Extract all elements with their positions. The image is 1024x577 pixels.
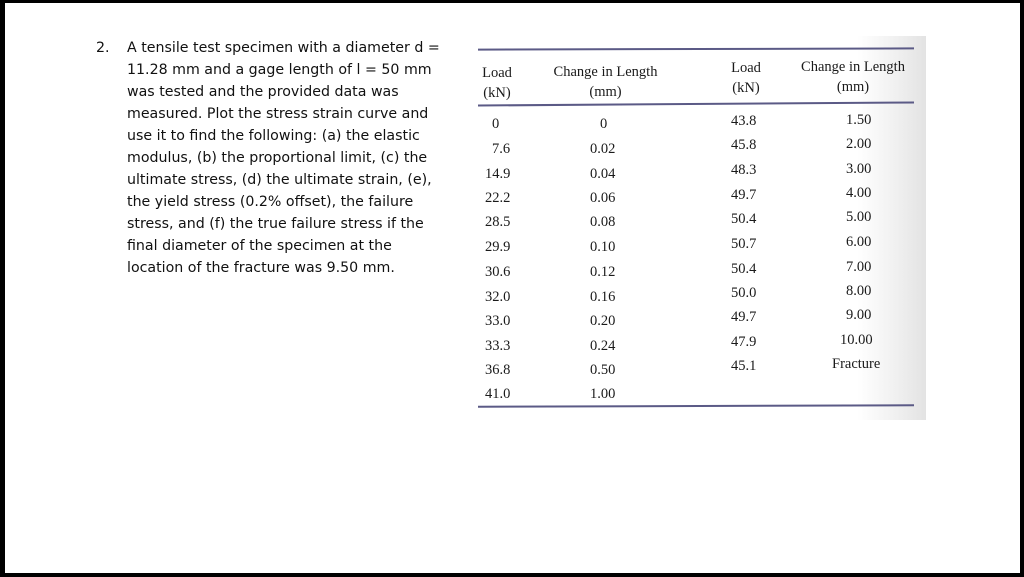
- problem-line: final diameter of the specimen at the: [127, 238, 392, 254]
- table-cell: 0: [600, 116, 608, 132]
- table-cell: 43.8: [731, 113, 757, 129]
- table-cell: 8.00: [846, 283, 872, 299]
- table-cell: Fracture: [832, 356, 881, 372]
- table-cell: 4.00: [846, 185, 872, 201]
- problem-line: ultimate stress, (d) the ultimate strain, (e),: [127, 172, 432, 188]
- problem-line: was tested and the provided data was: [127, 84, 399, 100]
- table-cell: 47.9: [731, 334, 757, 350]
- table-cell: 0.12: [590, 264, 616, 280]
- column-header: [790, 57, 916, 97]
- header-label: Change in Length: [801, 59, 905, 75]
- table-cell: 7.00: [846, 259, 872, 275]
- table-cell: 48.3: [731, 162, 757, 178]
- problem-line: location of the fracture was 9.50 mm.: [127, 260, 395, 276]
- problem-line: A tensile test specimen with a diameter d =: [127, 40, 440, 56]
- problem-statement: [96, 37, 451, 279]
- table-cell: 2.00: [846, 136, 872, 152]
- table-cell: 33.0: [485, 313, 511, 329]
- table-cell: 22.2: [485, 190, 511, 206]
- column-header: [478, 63, 516, 103]
- problem-line: use it to find the following: (a) the elastic: [127, 128, 420, 144]
- table-cell: 10.00: [840, 332, 873, 348]
- table-cell: 0.08: [590, 214, 616, 230]
- table-cell: 14.9: [485, 166, 511, 182]
- table-cell: 50.4: [731, 261, 757, 277]
- data-table-image: [468, 36, 926, 420]
- problem-line: measured. Plot the stress strain curve and: [127, 106, 429, 122]
- header-unit: (mm): [836, 79, 870, 95]
- table-cell: 50.0: [731, 285, 757, 301]
- column-header: [538, 62, 673, 102]
- table-cell: 28.5: [485, 214, 511, 230]
- header-unit: (kN): [732, 80, 760, 96]
- table-cell: 7.6: [492, 141, 511, 157]
- table-cell: 3.00: [846, 161, 872, 177]
- table-cell: 1.00: [590, 386, 616, 402]
- table-cell: 33.3: [485, 338, 511, 354]
- table-header-rule: [478, 101, 914, 106]
- table-cell: 50.4: [731, 211, 757, 227]
- table-cell: 36.8: [485, 362, 511, 378]
- table-cell: 29.9: [485, 239, 511, 255]
- table-cell: 1.50: [846, 112, 872, 128]
- header-label: Load: [731, 60, 761, 76]
- table-cell: 49.7: [731, 309, 757, 325]
- table-bottom-rule: [478, 404, 914, 408]
- table-cell: 0.06: [590, 190, 616, 206]
- header-unit: (kN): [483, 85, 511, 101]
- problem-line: modulus, (b) the proportional limit, (c) the: [127, 150, 428, 166]
- table-cell: 0.20: [590, 313, 616, 329]
- table-cell: 0.24: [590, 338, 616, 354]
- table-cell: 0.02: [590, 141, 616, 157]
- table-cell: 41.0: [485, 386, 511, 402]
- table-cell: 5.00: [846, 209, 872, 225]
- table-cell: 0.50: [590, 362, 616, 378]
- table-cell: 50.7: [731, 236, 757, 252]
- table-cell: 30.6: [485, 264, 511, 280]
- header-unit: (mm): [589, 84, 622, 100]
- problem-number: 2.: [96, 40, 110, 56]
- table-cell: 45.1: [731, 358, 757, 374]
- table-cell: 0: [492, 116, 500, 132]
- problem-line: 11.28 mm and a gage length of l = 50 mm: [127, 62, 432, 78]
- column-header: [726, 58, 766, 98]
- table-cell: 0.16: [590, 289, 616, 305]
- problem-line: the yield stress (0.2% offset), the failure: [127, 194, 414, 210]
- table-cell: 0.10: [590, 239, 616, 255]
- table-cell: 49.7: [731, 187, 757, 203]
- problem-line: stress, and (f) the true failure stress if the: [127, 216, 424, 232]
- header-label: Change in Length: [553, 64, 658, 80]
- problem-text: [127, 37, 451, 279]
- table-cell: 6.00: [846, 234, 872, 250]
- table-cell: 45.8: [731, 137, 757, 153]
- table-cell: 32.0: [485, 289, 511, 305]
- table-top-rule: [478, 47, 914, 50]
- header-label: Load: [482, 65, 512, 81]
- table-cell: 0.04: [590, 166, 616, 182]
- table-cell: 9.00: [846, 307, 872, 323]
